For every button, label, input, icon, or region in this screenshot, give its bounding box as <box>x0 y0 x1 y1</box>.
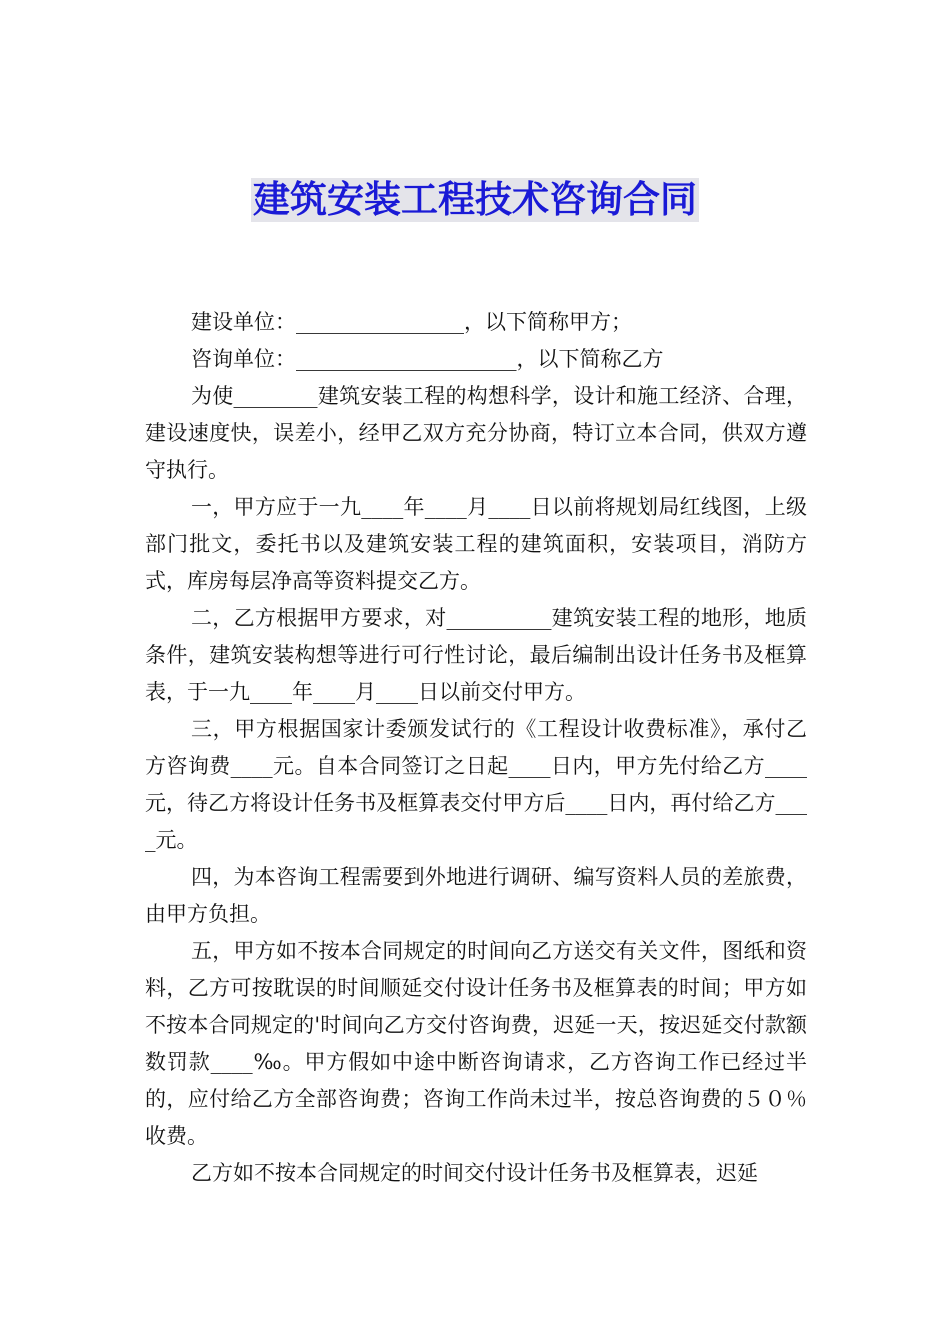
paragraph-clause-1: 一，甲方应于一九____年____月____日以前将规划局红线图，上级部门批文，委托书以及建筑安装工程的建筑面积，安装项目，消防方式，库房每层净高等资料提交乙方。 <box>145 495 807 593</box>
document-body <box>145 304 807 1192</box>
paragraph-clause-5-continued: 乙方如不按本合同规定的时间交付设计任务书及框算表，迟延 <box>191 1161 758 1185</box>
paragraph-clause-3: 三，甲方根据国家计委颁发试行的《工程设计收费标准》，承付乙方咨询费____元。自本合同签订之日起____日内，甲方先付给乙方____元，待乙方将设计任务书及框算表交付甲方后____日内，再付给乙方____元。 <box>145 717 807 852</box>
paragraph-purpose: 为使________建筑安装工程的构想科学，设计和施工经济、合理，建设速度快，误差小，经甲乙双方充分协商，特订立本合同，供双方遵守执行。 <box>145 384 807 482</box>
document-title: 建筑安装工程技术咨询合同 <box>253 178 697 221</box>
paragraph-clause-5: 五，甲方如不按本合同规定的时间向乙方送交有关文件，图纸和资料，乙方可按耽误的时间顺延交付设计任务书及框算表的时间；甲方如不按本合同规定的'时间向乙方交付咨询费，迟延一天，按迟延交付款额数罚款____‰。甲方假如中途中断咨询请求，乙方咨询工作已经过半的，应付给乙方全部咨询费；咨询工作尚未过半，按总咨询费的５０％收费。 <box>145 939 807 1148</box>
paragraph-clause-2: 二，乙方根据甲方要求，对__________建筑安装工程的地形，地质条件，建筑安装构想等进行可行性讨论，最后编制出设计任务书及框算表，于一九____年____月____日以前交付甲方。 <box>145 606 807 704</box>
paragraph-client: 建设单位：________________，以下简称甲方； <box>191 310 632 334</box>
paragraph-consultant: 咨询单位：_____________________，以下简称乙方 <box>191 347 664 371</box>
paragraph-clause-4: 四，为本咨询工程需要到外地进行调研、编写资料人员的差旅费，由甲方负担。 <box>145 865 807 926</box>
title-container <box>0 178 950 222</box>
